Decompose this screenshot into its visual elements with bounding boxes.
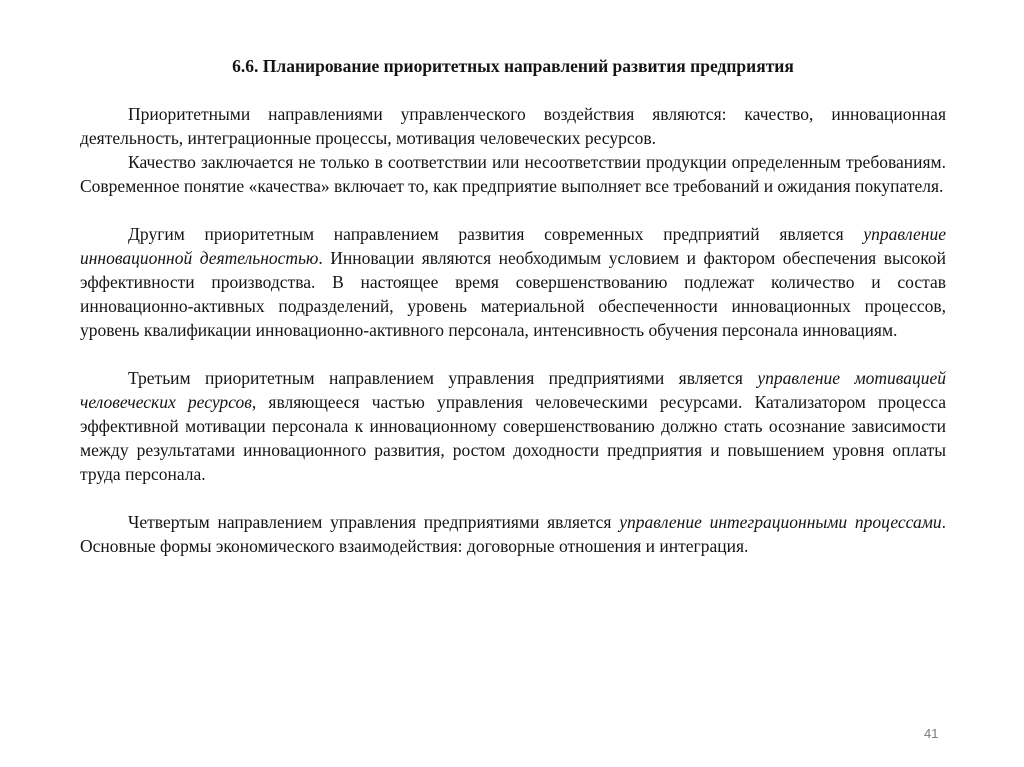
- paragraph-innovation-lead: Другим приоритетным направлением развития современных предприятий является: [128, 224, 864, 244]
- document-page: [80, 54, 946, 558]
- paragraph-integration-lead: Четвертым направлением управления предприятиями является: [128, 512, 620, 532]
- paragraph-integration-tail: . Основные формы экономического взаимодействия: договорные отношения и интеграция.: [80, 512, 946, 556]
- paragraph-innovation-emphasis: управление инновационной деятельностью: [80, 224, 946, 268]
- paragraph-integration: [80, 510, 946, 558]
- paragraph-quality: Качество заключается не только в соответствии или несоответствии продукции определенным требованиям. Современное понятие «качества» включает то, как предприятие выполняет все требований и ожидания покупателя.: [80, 152, 946, 196]
- section-heading: 6.6. Планирование приоритетных направлений развития предприятия: [232, 56, 794, 76]
- paragraph-priorities: Приоритетными направлениями управленческого воздействия являются: качество, инновационная деятельность, интеграционные процессы, мотивация человеческих ресурсов.: [80, 104, 946, 148]
- paragraph-motivation-emphasis: управление мотивацией человеческих ресурсов: [80, 368, 946, 412]
- paragraph-motivation-tail: , являющееся частью управления человеческими ресурсами. Катализатором процесса эффективной мотивации персонала к инновационному совершенствованию должно стать осознание зависимости между результатами инновационного развития, ростом доходности предприятия и повышением уровня оплаты труда персонала.: [80, 392, 946, 484]
- paragraph-innovation-tail: . Инновации являются необходимым условием и фактором обеспечения высокой эффективности производства. В настоящее время совершенствованию подлежат количество и состав инновационно-активных подразделений, уровень материальной обеспеченности инновационных процессов, уровень квалификации инновационно-активного персонала, интенсивность обучения персонала инновациям.: [80, 248, 946, 340]
- paragraph-motivation: [80, 366, 946, 486]
- page-number: 41: [924, 726, 939, 741]
- paragraph-motivation-lead: Третьим приоритетным направлением управления предприятиями является: [128, 368, 758, 388]
- paragraph-innovation: [80, 222, 946, 342]
- paragraph-integration-emphasis: управление интеграционными процессами: [619, 512, 942, 532]
